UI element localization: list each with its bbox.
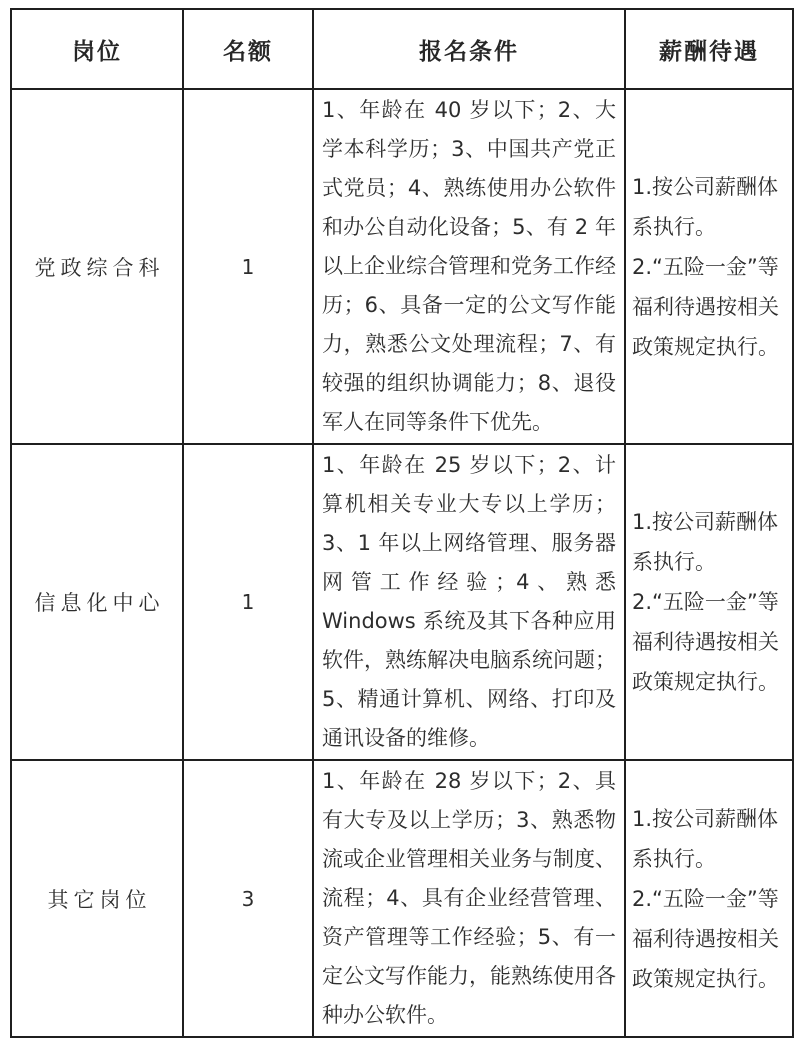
quota-cell: 3 xyxy=(183,760,313,1037)
position-cell: 其它岗位 xyxy=(11,760,183,1037)
column-header-requirements: 报名条件 xyxy=(313,9,625,89)
salary-cell xyxy=(625,89,793,444)
position-cell: 党政综合科 xyxy=(11,89,183,444)
salary-line: 1.按公司薪酬体系执行。 xyxy=(632,510,779,574)
position-cell: 信息化中心 xyxy=(11,444,183,760)
salary-line: 2.“五险一金”等福利待遇按相关政策规定执行。 xyxy=(632,254,779,359)
salary-cell xyxy=(625,760,793,1037)
quota-cell: 1 xyxy=(183,89,313,444)
column-header-salary: 薪酬待遇 xyxy=(625,9,793,89)
recruitment-table xyxy=(10,8,794,1038)
salary-line: 1.按公司薪酬体系执行。 xyxy=(632,806,779,871)
salary-cell xyxy=(625,444,793,760)
column-header-position: 岗位 xyxy=(11,9,183,89)
requirements-cell: 1、年龄在 28 岁以下；2、具有大专及以上学历；3、熟悉物流或企业管理相关业务与制度、流程；4、具有企业经营管理、资产管理等工作经验；5、有一定公文写作能力，能熟练使用各种办公软件。 xyxy=(313,760,625,1037)
quota-cell: 1 xyxy=(183,444,313,760)
salary-line: 1.按公司薪酬体系执行。 xyxy=(632,174,779,239)
requirements-cell: 1、年龄在 25 岁以下；2、计算机相关专业大专以上学历；3、1 年以上网络管理、服务器网管工作经验；4、熟悉 Windows 系统及其下各种应用软件，熟练解决电脑系统问题；5、精通计算机、网络、打印及通讯设备的维修。 xyxy=(313,444,625,760)
table-row xyxy=(11,89,793,444)
requirements-cell: 1、年龄在 40 岁以下；2、大学本科学历；3、中国共产党正式党员；4、熟练使用办公软件和办公自动化设备；5、有 2 年以上企业综合管理和党务工作经历；6、具备一定的公文写作能力，熟悉公文处理流程；7、有较强的组织协调能力；8、退役军人在同等条件下优先。 xyxy=(313,89,625,444)
table-row xyxy=(11,444,793,760)
salary-line: 2.“五险一金”等福利待遇按相关政策规定执行。 xyxy=(632,590,779,694)
table-row xyxy=(11,760,793,1037)
header-row xyxy=(11,9,793,89)
column-header-quota: 名额 xyxy=(183,9,313,89)
salary-line: 2.“五险一金”等福利待遇按相关政策规定执行。 xyxy=(632,886,779,991)
